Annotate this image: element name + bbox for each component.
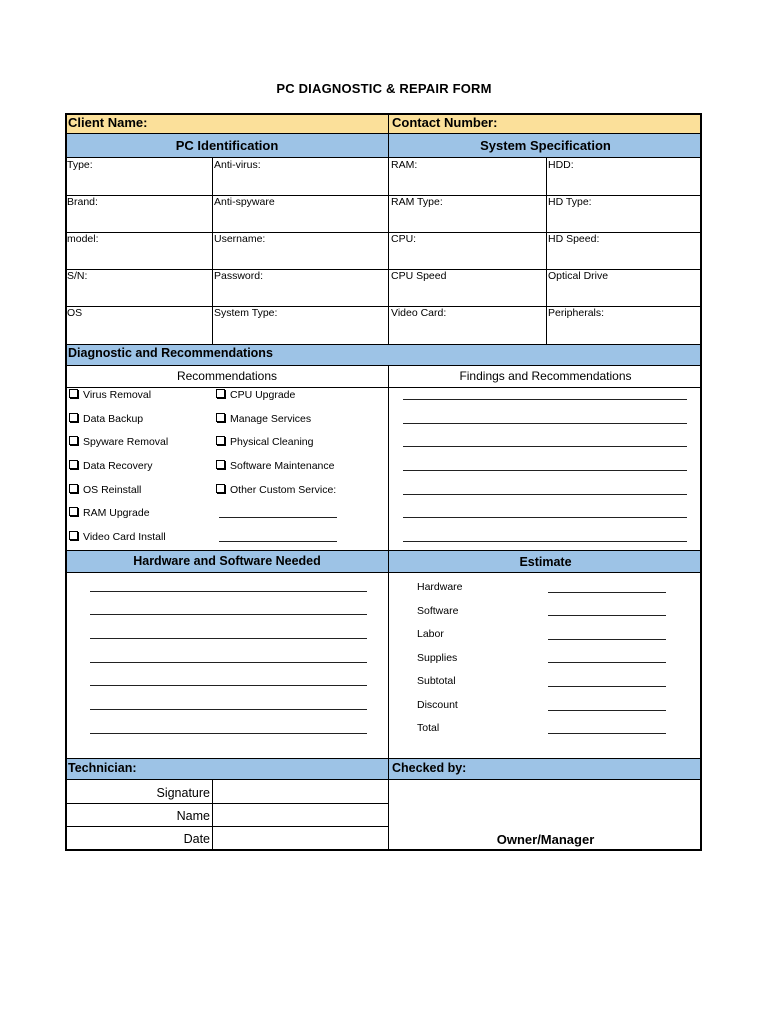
client-name-cell[interactable]	[65, 113, 389, 133]
hardware-software-header: Hardware and Software Needed	[65, 550, 389, 572]
hline	[65, 572, 702, 573]
cpu-speed-label: CPU Speed	[391, 270, 447, 282]
checkbox-icon[interactable]	[216, 460, 225, 469]
checkbox-icon[interactable]	[69, 531, 78, 540]
hardware-line[interactable]	[90, 638, 367, 639]
estimate-total-label: Total	[417, 722, 440, 734]
date-label: Date	[183, 832, 210, 846]
owner-manager-label: Owner/Manager	[496, 832, 595, 847]
form-title: PC DIAGNOSTIC & REPAIR FORM	[276, 81, 492, 96]
estimate-total-blank[interactable]	[548, 733, 666, 734]
finding-line[interactable]	[403, 470, 687, 471]
client-name-label: Client Name:	[68, 115, 148, 130]
hardware-line[interactable]	[90, 591, 367, 592]
checkbox-icon[interactable]	[69, 389, 78, 398]
custom-service-blank-2[interactable]	[219, 541, 337, 542]
username-label: Username:	[214, 233, 266, 245]
hd-speed-label: HD Speed:	[548, 233, 600, 245]
border-bottom	[65, 849, 702, 851]
hline	[65, 779, 702, 780]
hline	[65, 133, 702, 134]
checkbox-ram-upgrade[interactable]: RAM Upgrade	[69, 507, 150, 519]
serial-number-label: S/N:	[67, 270, 88, 282]
date-field[interactable]	[213, 826, 389, 849]
pc-type-label: Type:	[67, 159, 93, 171]
system-type-label: System Type:	[214, 307, 278, 319]
hline	[65, 344, 702, 345]
checkbox-os-reinstall[interactable]: OS Reinstall	[69, 484, 141, 496]
contact-number-cell[interactable]	[389, 113, 702, 133]
custom-service-blank[interactable]	[219, 517, 337, 518]
estimate-hardware-label: Hardware	[417, 581, 463, 593]
estimate-software-blank[interactable]	[548, 615, 666, 616]
checkbox-icon[interactable]	[216, 436, 225, 445]
checkbox-icon[interactable]	[69, 484, 78, 493]
name-label: Name	[176, 809, 210, 823]
vline	[212, 157, 213, 344]
estimate-labor-blank[interactable]	[548, 639, 666, 640]
hdd-label: HDD:	[548, 159, 574, 171]
password-label: Password:	[214, 270, 264, 282]
hline	[65, 758, 702, 759]
model-label: model:	[67, 233, 99, 245]
peripherals-label: Peripherals:	[548, 307, 605, 319]
checkbox-icon[interactable]	[69, 507, 78, 516]
finding-line[interactable]	[403, 541, 687, 542]
checkbox-spyware-removal[interactable]: Spyware Removal	[69, 436, 168, 448]
checkbox-icon[interactable]	[216, 413, 225, 422]
checkbox-software-maintenance[interactable]: Software Maintenance	[216, 460, 334, 472]
checkbox-data-backup[interactable]: Data Backup	[69, 413, 143, 425]
hline	[65, 803, 389, 804]
checkbox-video-card-install[interactable]: Video Card Install	[69, 531, 166, 543]
estimate-supplies-blank[interactable]	[548, 662, 666, 663]
finding-line[interactable]	[403, 399, 687, 400]
cpu-label: CPU:	[391, 233, 417, 245]
name-field[interactable]	[213, 803, 389, 826]
vline	[212, 779, 213, 849]
repair-form	[65, 113, 702, 851]
os-label: OS	[67, 307, 83, 319]
border-left	[65, 113, 67, 851]
optical-drive-label: Optical Drive	[548, 270, 609, 282]
hline	[65, 195, 702, 196]
hardware-line[interactable]	[90, 733, 367, 734]
hline	[65, 306, 702, 307]
hline	[65, 365, 702, 366]
recommendations-header: Recommendations	[176, 369, 278, 383]
checkbox-manage-services[interactable]: Manage Services	[216, 413, 311, 425]
antispyware-label: Anti-spyware	[214, 196, 275, 208]
estimate-labor-label: Labor	[417, 628, 444, 640]
hd-type-label: HD Type:	[548, 196, 592, 208]
brand-label: Brand:	[67, 196, 98, 208]
checkbox-icon[interactable]	[69, 460, 78, 469]
finding-line[interactable]	[403, 494, 687, 495]
finding-line[interactable]	[403, 423, 687, 424]
estimate-software-label: Software	[417, 605, 459, 617]
technician-header: Technician:	[65, 758, 389, 779]
hardware-line[interactable]	[90, 685, 367, 686]
checkbox-icon[interactable]	[216, 389, 225, 398]
findings-header: Findings and Recommendations	[459, 369, 632, 383]
hline	[65, 826, 389, 827]
pc-identification-header: PC Identification	[65, 133, 389, 157]
checkbox-other-custom-service[interactable]: Other Custom Service:	[216, 484, 336, 496]
antivirus-label: Anti-virus:	[214, 159, 261, 171]
signature-field[interactable]	[213, 780, 389, 803]
estimate-header: Estimate	[389, 550, 702, 572]
checkbox-icon[interactable]	[216, 484, 225, 493]
checkbox-virus-removal[interactable]: Virus Removal	[69, 389, 151, 401]
vline	[546, 157, 547, 344]
hline	[65, 550, 702, 551]
system-specification-header: System Specification	[389, 133, 702, 157]
hardware-line[interactable]	[90, 614, 367, 615]
checkbox-cpu-upgrade[interactable]: CPU Upgrade	[216, 389, 295, 401]
hline	[65, 232, 702, 233]
contact-number-label: Contact Number:	[392, 115, 498, 130]
ram-type-label: RAM Type:	[391, 196, 443, 208]
border-right	[700, 113, 702, 851]
estimate-supplies-label: Supplies	[417, 652, 458, 664]
hline	[65, 157, 702, 158]
checkbox-icon[interactable]	[69, 413, 78, 422]
checked-by-header: Checked by:	[389, 758, 702, 779]
center-divider	[388, 113, 389, 344]
finding-line[interactable]	[403, 446, 687, 447]
signature-label: Signature	[156, 786, 210, 800]
hline	[65, 269, 702, 270]
estimate-discount-label: Discount	[417, 699, 458, 711]
checkbox-data-recovery[interactable]: Data Recovery	[69, 460, 152, 472]
video-card-label: Video Card:	[391, 307, 447, 319]
estimate-hardware-blank[interactable]	[548, 592, 666, 593]
diagnostic-header: Diagnostic and Recommendations	[65, 344, 702, 365]
estimate-discount-blank[interactable]	[548, 710, 666, 711]
estimate-subtotal-label: Subtotal	[417, 675, 456, 687]
checkbox-physical-cleaning[interactable]: Physical Cleaning	[216, 436, 313, 448]
hardware-line[interactable]	[90, 662, 367, 663]
hline	[65, 387, 702, 388]
hardware-line[interactable]	[90, 709, 367, 710]
checkbox-icon[interactable]	[69, 436, 78, 445]
estimate-subtotal-blank[interactable]	[548, 686, 666, 687]
ram-label: RAM:	[391, 159, 418, 171]
finding-line[interactable]	[403, 517, 687, 518]
border-top	[65, 113, 702, 115]
